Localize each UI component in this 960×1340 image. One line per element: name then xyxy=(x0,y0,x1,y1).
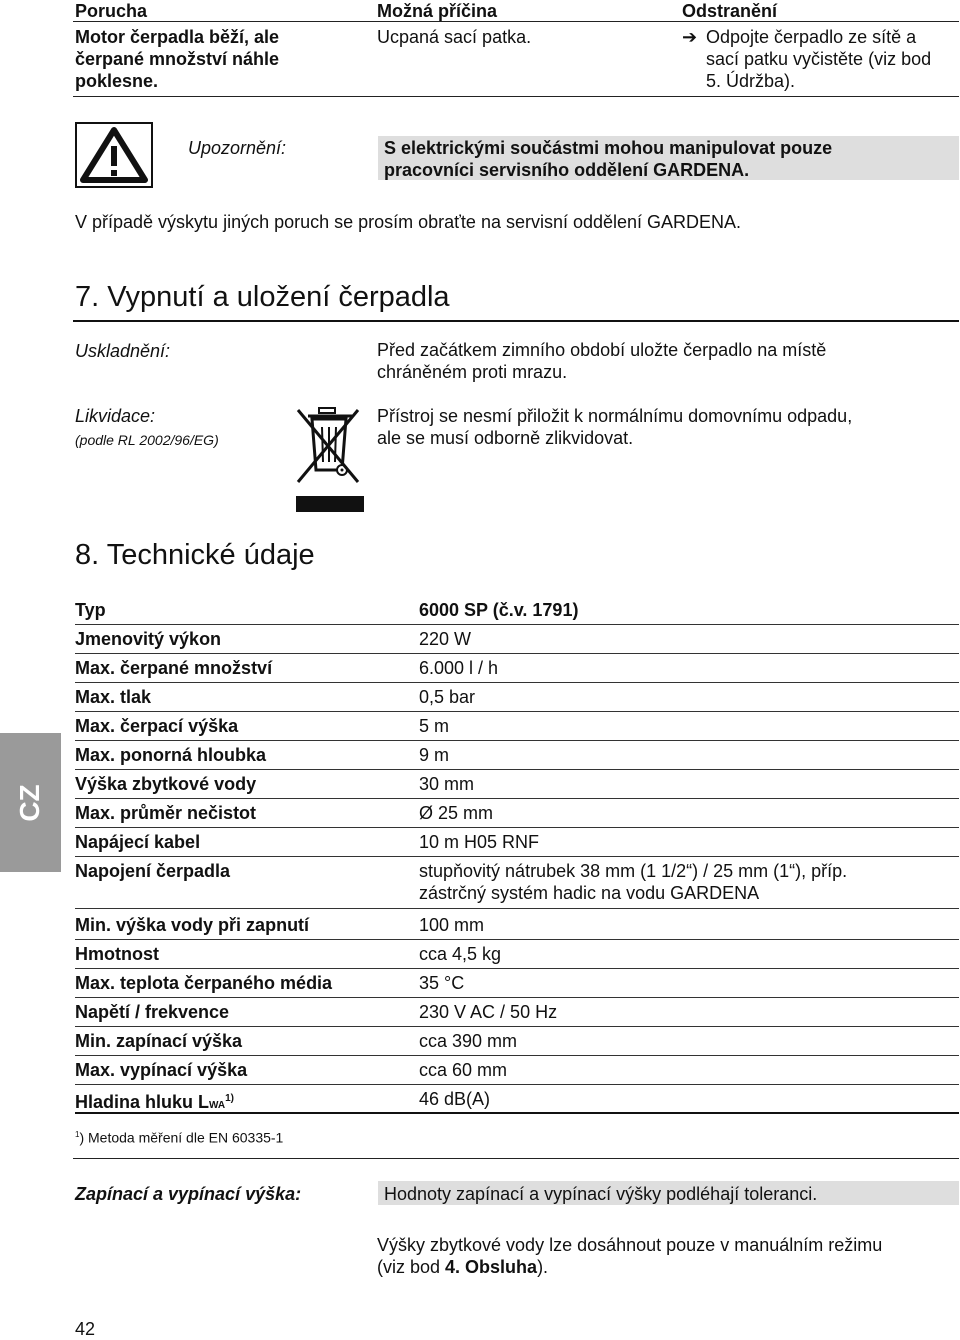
table-row xyxy=(75,683,959,712)
table-row xyxy=(75,654,959,683)
row-label: Výška zbytkové vody xyxy=(75,774,257,794)
row-value: 220 W xyxy=(419,629,472,649)
fix-text: Odpojte čerpadlo ze sítě a sací patku vyčistěte (viz bod 5. Údržba). xyxy=(706,27,932,91)
table-row xyxy=(75,940,959,969)
header-cause: Možná příčina xyxy=(377,1,498,21)
table-row xyxy=(75,799,959,828)
table-row xyxy=(75,998,959,1027)
row-label: Max. čerpané množství xyxy=(75,658,273,678)
language-tab-label: CZ xyxy=(14,784,45,822)
language-tab xyxy=(0,733,61,872)
storage-label: Uskladnění: xyxy=(75,341,171,361)
row-value: cca 4,5 kg xyxy=(419,944,502,964)
warning-text: S elektrickými součástmi mohou manipulovat pouze pracovníci servisního oddělení GARDENA. xyxy=(384,138,833,180)
row-label: Max. vypínací výška xyxy=(75,1060,248,1080)
row-value: 6.000 l / h xyxy=(419,658,499,678)
section8-title: 8. Technické údaje xyxy=(75,539,315,571)
footnote-rule xyxy=(73,1158,959,1159)
table-row xyxy=(75,1085,959,1114)
table-row xyxy=(75,625,959,654)
fault-text: Motor čerpadla běží, ale čerpané množství náhle poklesne. xyxy=(75,27,280,91)
row-label: Hmotnost xyxy=(75,944,159,964)
row-value: 100 mm xyxy=(419,915,485,935)
cause-text: Ucpaná sací patka. xyxy=(377,27,532,47)
header-fault: Porucha xyxy=(75,1,148,21)
warning-label: Upozornění: xyxy=(188,138,287,158)
row-value: 46 dB(A) xyxy=(419,1089,491,1109)
row-label: Max. tlak xyxy=(75,687,152,707)
row-label: Max. čerpací výška xyxy=(75,716,239,736)
table-row xyxy=(75,596,959,625)
warning-icon xyxy=(75,122,153,188)
crossed-bin-icon xyxy=(294,402,366,514)
row-value: 9 m xyxy=(419,745,450,765)
row-value: cca 60 mm xyxy=(419,1060,508,1080)
row-value: 5 m xyxy=(419,716,450,736)
row-value: 230 V AC / 50 Hz xyxy=(419,1002,558,1022)
row-value: 30 mm xyxy=(419,774,475,794)
storage-text: Před začátkem zimního období uložte čerpadlo na místě chráněném proti mrazu. xyxy=(377,340,827,382)
row-value: cca 390 mm xyxy=(419,1031,518,1051)
table-row xyxy=(75,1056,959,1085)
disposal-directive: (podle RL 2002/96/EG) xyxy=(75,432,219,448)
row-label: Max. ponorná hloubka xyxy=(75,745,267,765)
row-label: Max. teplota čerpaného média xyxy=(75,973,333,993)
row-value: 0,5 bar xyxy=(419,687,476,707)
row-label: Max. průměr nečistot xyxy=(75,803,257,823)
arrow-icon: ➔ xyxy=(682,27,698,47)
row-label: Napájecí kabel xyxy=(75,832,201,852)
other-faults-text: V případě výskytu jiných poruch se prosím obraťte na servisní oddělení GARDENA. xyxy=(75,212,742,232)
footnote: $^1$) Metoda měření dle EN 60335-1 xyxy=(75,1129,284,1146)
row-value: 35 °C xyxy=(419,973,465,993)
header-fix: Odstranění xyxy=(682,1,778,21)
table-row xyxy=(75,857,959,909)
row-label: Jmenovitý výkon xyxy=(75,629,222,649)
disposal-label: Likvidace: xyxy=(75,406,156,426)
section7-rule xyxy=(73,320,959,322)
row-label: Min. zapínací výška xyxy=(75,1031,243,1051)
table-row xyxy=(75,1027,959,1056)
row-value: Ø 25 mm xyxy=(419,803,494,823)
row-value: stupňovitý nátrubek 38 mm (1 1/2“) / 25 mm (1“), příp. zástrčný systém hadic na vodu GARDENA xyxy=(419,861,848,903)
row-value: 10 m H05 RNF xyxy=(419,832,540,852)
table-row xyxy=(75,712,959,741)
table-row xyxy=(75,828,959,857)
disposal-text: Přístroj se nesmí přiložit k normálnímu domovnímu odpadu, ale se musí odborně zlikvidovat. xyxy=(377,406,853,448)
row-label: Min. výška vody při zapnutí xyxy=(75,915,310,935)
page-number: 42 xyxy=(75,1319,96,1339)
table-row xyxy=(75,911,959,940)
row-label: Napětí / frekvence xyxy=(75,1002,230,1022)
row-label: Hladina hluku LWA$^{1)}$ xyxy=(75,1092,235,1112)
table-bottom-rule xyxy=(73,96,959,97)
table-header-rule xyxy=(73,21,959,22)
section7-title: 7. Vypnutí a uložení čerpadla xyxy=(75,281,450,313)
table-row xyxy=(75,770,959,799)
row-label: Napojení čerpadla xyxy=(75,861,231,881)
switch-heights-label: Zapínací a vypínací výška: xyxy=(75,1184,302,1204)
table-row xyxy=(75,741,959,770)
row-value: 6000 SP (č.v. 1791) xyxy=(419,600,579,620)
residual-water-text: Výšky zbytkové vody lze dosáhnout pouze v manuálním režimu (viz bod 4. Obsluha). xyxy=(377,1235,883,1277)
table-row xyxy=(75,969,959,998)
switch-heights-text: Hodnoty zapínací a vypínací výšky podléhají toleranci. xyxy=(384,1184,818,1204)
row-label: Typ xyxy=(75,600,106,620)
